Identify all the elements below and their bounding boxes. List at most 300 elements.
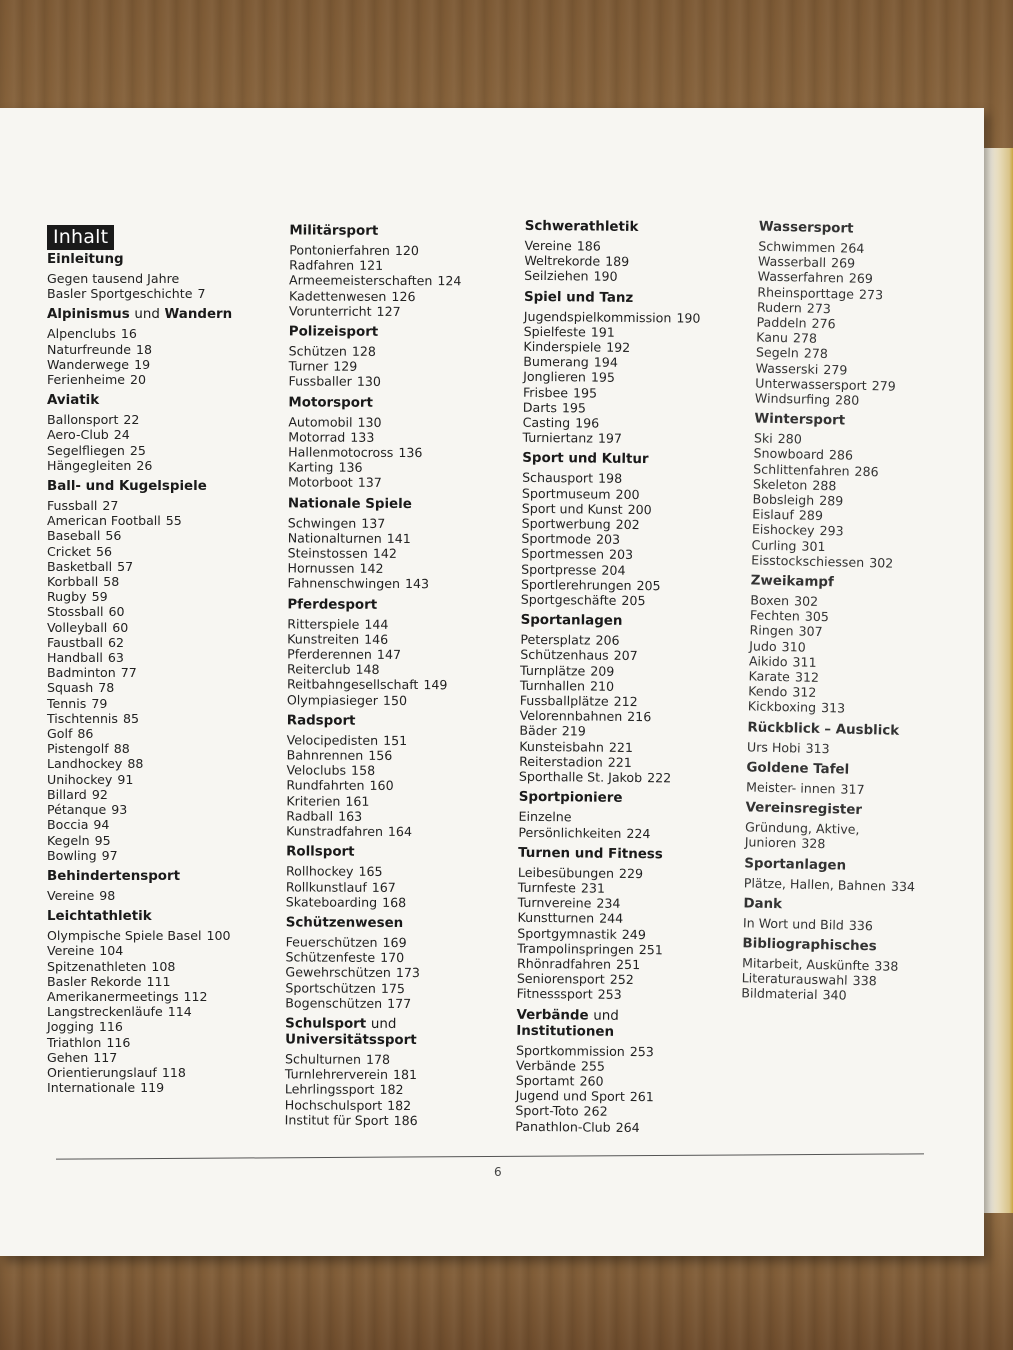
entry-page-number: 209 (590, 663, 615, 679)
entry-page-number: 136 (398, 445, 423, 461)
entry-title: Velocipedisten (286, 732, 379, 748)
toc-entry (47, 574, 277, 589)
entry-page-number: 117 (93, 1049, 118, 1065)
section-heading (751, 573, 981, 594)
entry-title: Boccia (47, 817, 89, 833)
entry-page-number: 278 (803, 345, 829, 362)
entry-page-number: 224 (626, 825, 651, 841)
entry-page-number: 191 (590, 324, 615, 340)
entry-title: Literaturauswahl (741, 970, 848, 988)
toc-entry (288, 561, 518, 577)
page-number: 6 (494, 1165, 502, 1179)
toc-entry (289, 303, 519, 319)
entry-page-number: 307 (798, 623, 823, 640)
entry-page-number: 276 (811, 315, 836, 332)
toc-entry (288, 414, 518, 430)
entry-page-number: 204 (601, 562, 626, 578)
section-heading-text: Nationale Spiele (287, 496, 412, 512)
entry-title: Institut für Sport (284, 1112, 389, 1128)
entry-title: Kendo (748, 683, 788, 700)
entry-title: Vorunterricht (288, 303, 372, 319)
toc-entry (47, 974, 277, 989)
toc-section (747, 720, 978, 759)
section-heading-text: Schwerathletik (524, 218, 639, 236)
toc-entry (47, 680, 277, 695)
entry-title: Boxen (750, 592, 790, 609)
section-heading-text: Rollsport (286, 844, 355, 861)
section-heading-text: Dank (743, 896, 783, 912)
toc-section (524, 219, 755, 286)
section-heading (522, 451, 752, 469)
toc-entry (289, 374, 519, 390)
section-heading-text: Schulsport (285, 1016, 367, 1032)
section-heading-text: Universitätssport (285, 1032, 417, 1049)
toc-entry (47, 888, 277, 903)
toc-section (288, 395, 518, 491)
entry-page-number: 194 (593, 354, 618, 371)
entry-page-number: 60 (112, 619, 129, 635)
toc-entry (288, 545, 518, 561)
entry-page-number: 93 (111, 802, 128, 818)
entry-title: Basketball (47, 558, 113, 574)
entry-title: Kickboxing (747, 698, 817, 716)
entry-page-number: 255 (580, 1058, 606, 1074)
entry-title: Baseball (47, 528, 101, 544)
entry-page-number: 164 (387, 824, 413, 840)
entry-page-number: 336 (848, 917, 874, 933)
entry-title: Basler Sportgeschichte (47, 286, 193, 302)
toc-entry (519, 769, 749, 787)
toc-section (748, 573, 981, 719)
entry-page-number: 62 (108, 634, 125, 650)
entry-page-number: 273 (806, 300, 832, 316)
toc-entry (47, 665, 277, 680)
section-heading-text: Rückblick – Ausblick (747, 720, 900, 739)
entry-page-number: 100 (206, 928, 231, 944)
entry-page-number: 189 (605, 253, 630, 270)
section-heading (288, 395, 518, 412)
entry-page-number: 24 (113, 427, 130, 443)
entry-title: Armeemeisterschaften (289, 272, 433, 289)
entry-page-number: 182 (379, 1082, 404, 1098)
entry-title: Veloclubs (286, 762, 347, 778)
entry-page-number: 22 (123, 412, 140, 428)
entry-page-number: 177 (387, 995, 412, 1011)
toc-entry (47, 589, 277, 604)
entry-title: Karate (748, 668, 791, 685)
toc-entry (287, 616, 517, 632)
entry-page-number: 286 (854, 463, 879, 479)
toc-section (287, 496, 517, 592)
toc-section (521, 451, 753, 609)
entry-page-number: 141 (386, 530, 411, 546)
entry-title: Langstreckenläufe (47, 1004, 163, 1020)
entry-page-number: 317 (840, 781, 865, 797)
toc-section (285, 915, 515, 1011)
entry-page-number: 144 (364, 616, 389, 632)
entry-title: Pistengolf (47, 741, 109, 757)
entry-page-number: 229 (618, 865, 644, 881)
section-heading (47, 869, 277, 885)
toc-entry (47, 989, 277, 1004)
entry-title: Reiterstadion (519, 753, 603, 770)
section-heading-text: Bibliographisches (742, 936, 877, 955)
toc-entry (47, 427, 277, 442)
page-title: Inhalt (47, 225, 114, 250)
entry-page-number: 289 (819, 492, 844, 509)
section-heading (516, 1007, 746, 1041)
entry-page-number: 280 (777, 431, 802, 447)
entry-page-number: 19 (134, 356, 151, 372)
entry-page-number: 119 (140, 1080, 165, 1096)
toc-entry (285, 1067, 515, 1083)
entry-title: Korbball (47, 574, 99, 590)
entry-title: Rundfahrten (286, 777, 365, 794)
entry-title: Aikido (748, 653, 788, 670)
entry-title: Junioren (744, 834, 797, 851)
entry-title: Eisstockschiessen (751, 552, 865, 570)
entry-page-number: 286 (828, 447, 854, 464)
section-heading (519, 790, 749, 808)
entry-page-number: 210 (589, 678, 615, 694)
entry-title: Frisbee (522, 384, 569, 400)
entry-title: Nationalturnen (287, 530, 382, 546)
entry-page-number: 311 (792, 654, 817, 670)
entry-title: Faustball (47, 634, 103, 650)
entry-page-number: 59 (91, 589, 108, 605)
entry-page-number: 312 (794, 669, 820, 686)
entry-page-number: 146 (364, 631, 389, 647)
entry-page-number: 190 (676, 310, 701, 326)
section-heading (747, 720, 977, 741)
toc-entry (286, 879, 516, 895)
entry-title: Pétanque (47, 802, 107, 818)
entry-page-number: 7 (197, 286, 206, 302)
entry-title: Leibesübungen (517, 864, 615, 881)
entry-page-number: 301 (801, 538, 826, 554)
entry-page-number: 168 (382, 894, 407, 910)
entry-title: Bäder (519, 723, 557, 739)
section-heading-text: Aviatik (47, 393, 100, 409)
section-heading (287, 597, 517, 614)
toc-section (517, 845, 749, 1003)
entry-page-number: 169 (382, 934, 407, 950)
entry-page-number: 206 (595, 632, 620, 649)
entry-title: Rollhockey (285, 863, 354, 880)
toc-entry (47, 559, 277, 574)
entry-title: Sportgymnastik (517, 925, 617, 942)
section-heading-text: Sport und Kultur (522, 451, 649, 468)
entry-page-number: 340 (822, 987, 847, 1003)
entry-title: Turnhallen (519, 677, 586, 694)
entry-title: Fussballer (288, 373, 352, 390)
entry-title: Vereine (47, 943, 95, 959)
entry-title: Volleyball (47, 619, 108, 635)
entry-title: Gründung, Aktive, (744, 819, 860, 838)
section-heading (47, 307, 277, 323)
entry-page-number: 207 (613, 648, 638, 664)
section-heading-text: Behindertensport (47, 868, 180, 884)
entry-page-number: 55 (165, 513, 182, 529)
toc-entry (47, 1050, 277, 1065)
entry-page-number: 165 (358, 864, 383, 880)
toc-entry (285, 1082, 515, 1098)
entry-title: Sportschützen (285, 979, 376, 996)
entry-page-number: 338 (874, 958, 899, 974)
toc-entry (515, 1118, 745, 1136)
entry-title: Eislauf (752, 506, 795, 523)
entry-page-number: 313 (805, 740, 830, 756)
entry-page-number: 137 (357, 475, 382, 491)
entry-title: Plätze, Hallen, Bahnen (743, 874, 887, 894)
entry-title: Triathlon (47, 1034, 102, 1050)
toc-entry (47, 928, 277, 943)
entry-title: Judo (749, 638, 777, 654)
toc-entry (518, 824, 748, 842)
toc-entry (47, 372, 277, 387)
entry-title: Wasserski (755, 360, 819, 377)
entry-page-number: 260 (579, 1073, 604, 1089)
entry-title: Hallenmotocross (288, 444, 394, 460)
entry-title: Rugby (47, 589, 87, 605)
entry-title: Schützen (288, 343, 347, 359)
toc-entry (289, 242, 519, 258)
entry-title: Persönlichkeiten (518, 824, 622, 841)
entry-title: Schwingen (287, 515, 357, 531)
entry-page-number: 186 (576, 238, 601, 254)
entry-title: Pferderennen (287, 646, 372, 662)
entry-title: Fahnenschwingen (287, 575, 401, 592)
entry-page-number: 137 (361, 515, 386, 531)
section-heading (754, 412, 984, 433)
entry-title: Rhönradfahren (516, 955, 612, 972)
toc-entry (47, 286, 277, 301)
entry-page-number: 142 (372, 545, 397, 562)
entry-page-number: 262 (583, 1103, 608, 1120)
toc-entry (744, 875, 974, 895)
entry-page-number: 195 (590, 369, 616, 386)
toc-section (286, 713, 517, 840)
toc-entry (286, 864, 516, 880)
section-heading-text: Vereinsregister (745, 800, 863, 819)
toc-entry (286, 934, 516, 950)
entry-title: Handball (47, 650, 103, 666)
entry-page-number: 222 (647, 770, 672, 786)
entry-title: Turnlehrerverein (284, 1066, 389, 1083)
entry-page-number: 124 (437, 273, 462, 289)
toc-entry (289, 273, 519, 289)
entry-title: Amerikanermeetings (47, 988, 179, 1004)
section-heading-text: Spiel und Tanz (523, 289, 634, 306)
section-heading (288, 496, 518, 513)
entry-title: Orientierungslauf (47, 1064, 157, 1080)
toc-entry (47, 326, 277, 341)
entry-page-number: 302 (869, 554, 894, 571)
toc-section (745, 800, 976, 855)
entry-page-number: 251 (638, 941, 663, 958)
section-heading-text: Radsport (286, 713, 356, 729)
entry-page-number: 60 (108, 604, 125, 620)
section-heading-text: Militärsport (289, 223, 379, 239)
toc-section (519, 613, 751, 786)
entry-title: Ritterspiele (287, 616, 360, 632)
section-heading (525, 219, 755, 237)
entry-page-number: 88 (127, 756, 144, 772)
toc-entry (286, 894, 516, 910)
toc-entry (287, 677, 517, 693)
entry-page-number: 197 (597, 430, 623, 447)
toc-entry (47, 635, 277, 650)
toc-section (47, 909, 277, 1095)
entry-page-number: 94 (93, 817, 110, 833)
section-heading-text: Sportanlagen (744, 855, 847, 874)
entry-title: Jugendspielkommission (523, 308, 672, 325)
entry-page-number: 219 (561, 723, 586, 739)
entry-title: Schausport (522, 470, 594, 486)
entry-title: Olympiasieger (286, 692, 379, 708)
entry-page-number: 293 (819, 523, 844, 539)
toc-entry (747, 739, 977, 759)
toc-entry (289, 258, 519, 274)
entry-page-number: 203 (608, 547, 634, 563)
entry-page-number: 178 (365, 1051, 391, 1067)
toc-section (286, 845, 516, 911)
toc-entry (289, 343, 519, 359)
toc-section (289, 324, 519, 390)
entry-page-number: 16 (120, 326, 137, 342)
entry-title: In Wort und Bild (742, 915, 844, 933)
entry-page-number: 167 (371, 879, 396, 895)
entry-title: Turniertanz (522, 430, 593, 446)
entry-title: Petersplatz (520, 632, 591, 648)
toc-section (515, 1007, 746, 1136)
entry-title: Internationale (47, 1080, 136, 1096)
toc-entry (288, 444, 518, 460)
entry-title: Vereine (524, 237, 572, 254)
entry-page-number: 264 (615, 1119, 640, 1135)
entry-title: Sportamt (515, 1072, 575, 1089)
entry-title: Panathlon-Club (515, 1118, 611, 1135)
toc-entry (289, 288, 519, 304)
section-heading-text: Alpinismus (47, 307, 130, 323)
entry-title: Badminton (47, 665, 116, 681)
toc-entry (47, 513, 277, 528)
entry-page-number: 195 (561, 400, 587, 416)
toc-entry (47, 848, 277, 863)
entry-page-number: 313 (820, 700, 846, 717)
section-heading-text: Turnen und Fitness (518, 845, 663, 863)
toc-entry (287, 662, 517, 678)
toc-entry (47, 696, 277, 711)
toc-section (741, 936, 972, 1006)
entry-title: Darts (522, 399, 558, 415)
entry-title: Verbände (515, 1057, 577, 1074)
entry-title: Jogging (47, 1019, 94, 1035)
entry-title: Stossball (47, 604, 104, 620)
section-heading-text: Wassersport (758, 219, 854, 237)
toc-entry (286, 793, 516, 809)
toc-section (743, 896, 974, 935)
entry-title: Lehrlingssport (284, 1081, 375, 1098)
toc-entry (47, 1019, 277, 1034)
entry-title: Skeleton (752, 476, 808, 493)
toc-section (522, 289, 754, 447)
entry-title: Fitnesssport (516, 986, 593, 1002)
entry-title: Snowboard (753, 445, 825, 463)
entry-title: Basler Rekorde (47, 973, 142, 989)
section-heading (286, 845, 516, 862)
toc-entry (47, 412, 277, 427)
entry-title: Hornussen (287, 560, 355, 576)
entry-page-number: 334 (890, 878, 916, 894)
entry-page-number: 148 (355, 662, 380, 678)
entry-page-number: 116 (106, 1034, 131, 1050)
entry-page-number: 20 (129, 372, 146, 388)
entry-page-number: 186 (393, 1112, 418, 1128)
entry-page-number: 151 (383, 732, 408, 748)
section-heading (289, 223, 519, 240)
entry-page-number: 128 (351, 343, 376, 359)
entry-page-number: 58 (103, 574, 120, 590)
section-heading-text: Polizeisport (288, 324, 379, 340)
section-heading (743, 896, 973, 917)
entry-title: Kunstradfahren (286, 823, 383, 839)
entry-page-number: 143 (404, 576, 430, 592)
toc-entry (47, 772, 277, 787)
entry-title: Velorennbahnen (519, 708, 623, 725)
entry-title: Sportpresse (521, 561, 597, 578)
entry-page-number: 25 (129, 442, 146, 458)
toc-entry (287, 646, 517, 662)
toc-column-2 (285, 223, 520, 1132)
entry-page-number: 95 (94, 832, 111, 848)
toc-entry (47, 271, 277, 286)
entry-title: Karting (288, 459, 334, 475)
toc-entry (287, 576, 517, 592)
entry-page-number: 312 (792, 684, 817, 701)
entry-title: Sportmessen (521, 546, 605, 563)
toc-entry (47, 620, 277, 635)
entry-title: Rheinsporttage (757, 284, 855, 302)
entry-page-number: 278 (792, 330, 818, 347)
section-heading (47, 479, 277, 495)
entry-title: Schützenfeste (285, 949, 376, 965)
entry-page-number: 221 (607, 754, 632, 770)
section-heading (47, 909, 277, 925)
entry-title: Sportmode (521, 531, 592, 547)
entry-title: Kegeln (47, 832, 90, 848)
toc-entry (47, 604, 277, 619)
toc-entry (286, 823, 516, 839)
entry-page-number: 181 (392, 1067, 418, 1083)
entry-title: Tischtennis (47, 710, 118, 726)
entry-page-number: 156 (368, 747, 393, 764)
entry-title: Einzelne (518, 809, 572, 825)
entry-title: Reitbahngesellschaft (286, 676, 419, 693)
entry-title: Turnfeste (517, 879, 577, 896)
entry-title: Sport-Toto (515, 1103, 579, 1119)
toc-entry (289, 359, 519, 375)
entry-title: Fussballplätze (519, 692, 609, 709)
entry-title: Rollkunstlauf (285, 878, 367, 895)
entry-title: Fechten (749, 607, 801, 624)
entry-page-number: 173 (395, 965, 420, 981)
entry-title: Radfahren (289, 257, 355, 273)
entry-title: Rudern (756, 299, 802, 316)
entry-page-number: 198 (598, 471, 623, 487)
entry-page-number: 130 (356, 374, 381, 390)
toc-entry (285, 1112, 515, 1128)
